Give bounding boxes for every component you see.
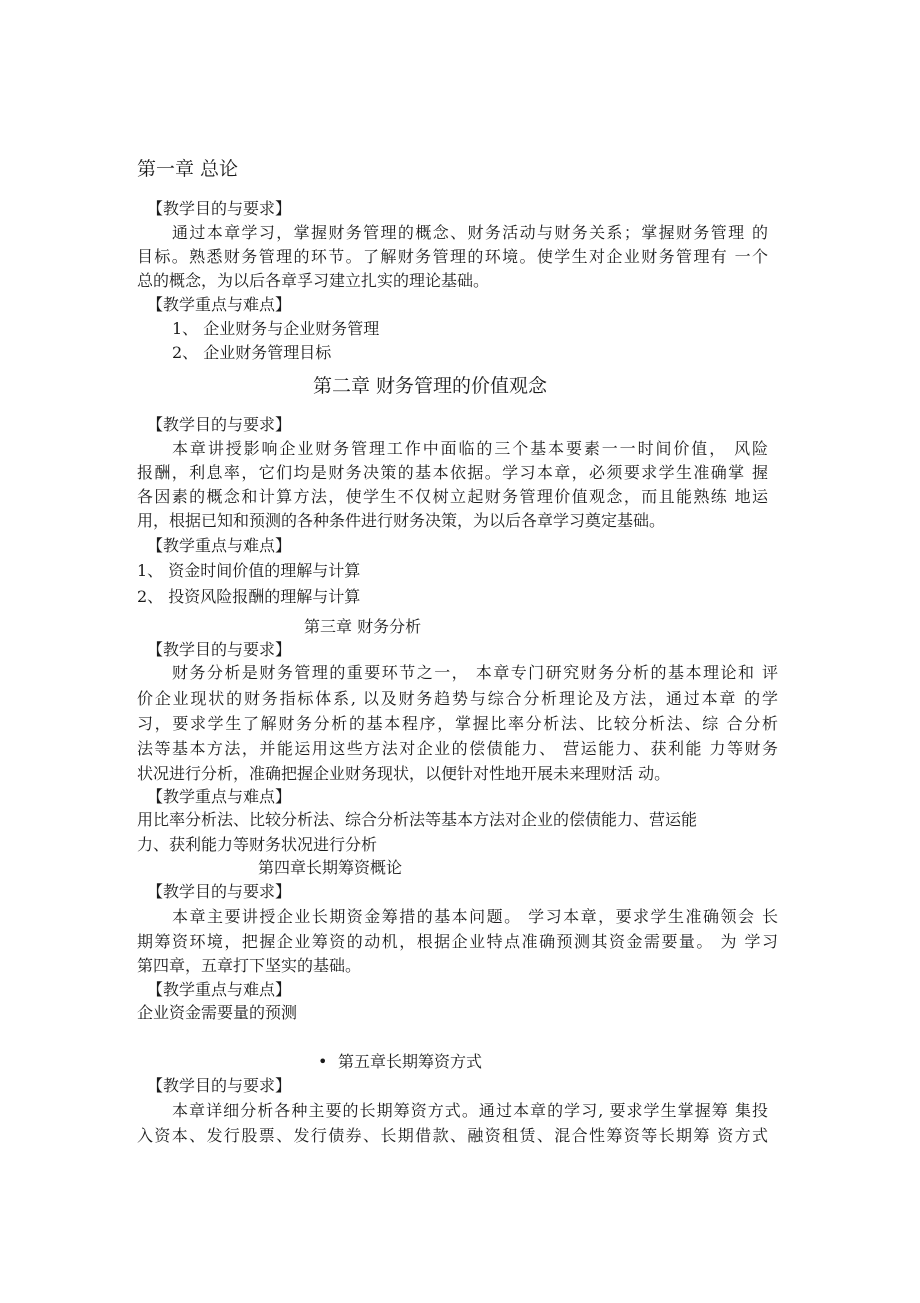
chapter3-goal-line: 财务分析是财务管理的重要环节之一， 本章专门研究财务分析的基本理论和 评 [172, 663, 778, 682]
chapter3-goal-line: 状况进行分析，准确把握企业财务现状，以便针对性地开展未来理财活 动。 [137, 764, 671, 783]
chapter5-title: 第五章长期筹资方式 [338, 1052, 483, 1071]
chapter1-goal-heading: 【教学目的与要求】 [147, 199, 292, 218]
chapter3-title: 第三章 财务分析 [304, 617, 422, 636]
chapter5-goal-line: 入资本、发行股票、发行债券、长期借款、融资租赁、混合性筹资等长期筹 资方式 [137, 1126, 768, 1145]
chapter4-goal-heading: 【教学目的与要求】 [147, 882, 292, 901]
chapter3-key-line: 用比率分析法、比较分析法、综合分析法等基本方法对企业的偿债能力、营运能 [137, 810, 698, 829]
chapter2-goal-line: 各因素的概念和计算方法，使学生不仅树立起财务管理价值观念，而且能熟练 地运 [137, 487, 768, 506]
chapter2-goal-line: 本章讲授影响企业财务管理工作中面临的三个基本要素一一时间价值， 风险 [172, 439, 768, 458]
chapter2-goal-heading: 【教学目的与要求】 [147, 415, 292, 434]
chapter3-goal-line: 习，要求学生了解财务分析的基本程序，掌握比率分析法、比较分析法、综 合分析 [137, 714, 778, 733]
chapter2-goal-line: 用，根据已知和预测的各种条件进行财务决策，为以后各章学习奠定基础。 [137, 511, 666, 530]
chapter2-title: 第二章 财务管理的价值观念 [313, 375, 548, 397]
chapter4-goal-line: 第四章，五章打下坚实的基础。 [137, 956, 362, 975]
chapter4-title: 第四章长期筹资概论 [258, 858, 403, 877]
chapter5-goal-heading: 【教学目的与要求】 [147, 1076, 292, 1095]
chapter2-key-item: 1、 资金时间价值的理解与计算 [137, 561, 361, 580]
chapter4-goal-line: 期筹资环境，把握企业筹资的动机，根据企业特点准确预测其资金需要量。 为 学习 [137, 932, 778, 951]
chapter2-key-heading: 【教学重点与难点】 [147, 536, 292, 555]
chapter3-goal-heading: 【教学目的与要求】 [147, 640, 292, 659]
chapter2-goal-line: 报酬，利息率，它们均是财务决策的基本依据。学习本章，必须要求学生准确掌 握 [137, 463, 768, 482]
chapter4-key-line: 企业资金需要量的预测 [137, 1003, 298, 1022]
chapter1-goal-line: 目标。熟悉财务管理的环节。了解财务管理的环境。使学生对企业财务管理有 一个 [137, 247, 768, 266]
chapter2-key-item: 2、 投资风险报酬的理解与计算 [137, 587, 361, 606]
chapter1-title: 第一章 总论 [137, 158, 239, 180]
chapter4-key-heading: 【教学重点与难点】 [147, 980, 292, 999]
chapter1-key-item: 2、 企业财务管理目标 [172, 343, 332, 362]
chapter5-goal-line: 本章详细分析各种主要的长期筹资方式。通过本章的学习, 要求学生掌握筹 集投 [172, 1101, 768, 1120]
chapter1-goal-line: 通过本章学习，掌握财务管理的概念、财务活动与财务关系；掌握财务管理 的 [172, 223, 768, 242]
chapter1-key-item: 1、 企业财务与企业财务管理 [172, 319, 380, 338]
chapter3-key-heading: 【教学重点与难点】 [147, 787, 292, 806]
chapter1-goal-line: 总的概念，为以后各章孚习建立扎实的理论基础。 [137, 271, 490, 290]
chapter1-key-heading: 【教学重点与难点】 [147, 295, 292, 314]
chapter4-goal-line: 本章主要讲授企业长期资金筹措的基本问题。 学习本章，要求学生准确领会 长 [172, 907, 778, 926]
chapter3-key-line: 力、获利能力等财务状况进行分析 [137, 835, 378, 854]
chapter3-goal-line: 法等基本方法，并能运用这些方法对企业的偿债能力、 营运能力、获利能 力等财务 [137, 739, 778, 758]
chapter5-bullet: • [318, 1052, 328, 1071]
chapter3-goal-line: 价企业现状的财务指标体系, 以及财务趋势与综合分析理论及方法，通过本章 的学 [137, 689, 778, 708]
